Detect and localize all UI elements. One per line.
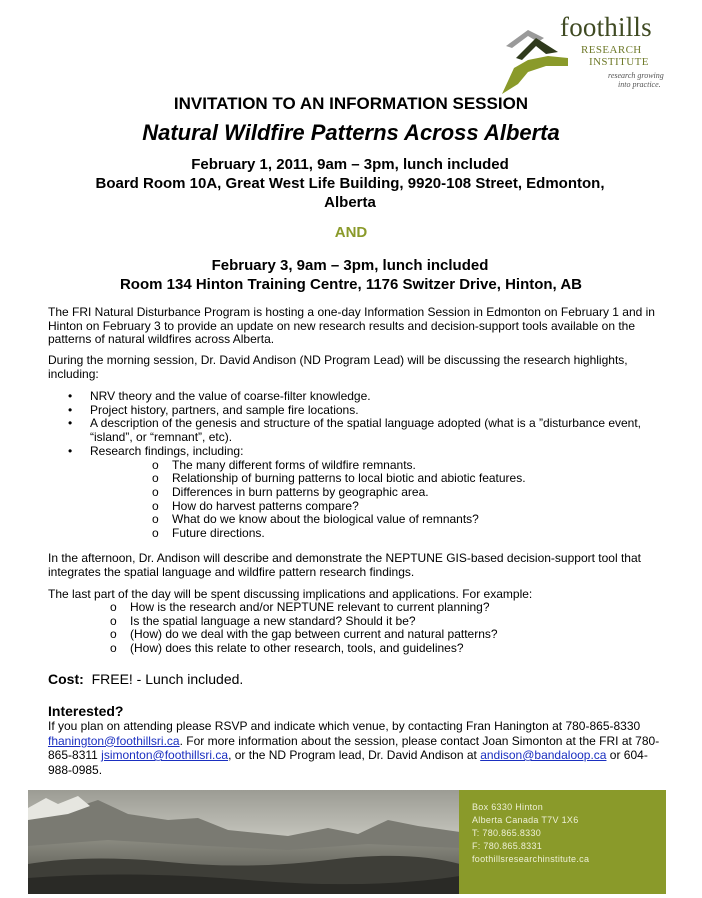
contact-block <box>459 790 666 894</box>
circle-bullet-icon: o <box>152 484 159 499</box>
bullet-icon: • <box>68 443 73 458</box>
session2-venue: Room 134 Hinton Training Centre, 1176 Switzer Drive, Hinton, AB <box>119 276 583 293</box>
list-item: • Project history, partners, and sample fire locations. <box>68 402 359 417</box>
cost-line <box>48 671 243 687</box>
list-item: o Differences in burn patterns by geographic area. <box>152 484 429 499</box>
event-title: Natural Wildfire Patterns Across Alberta <box>142 120 560 145</box>
findings-list <box>90 459 658 541</box>
list-item: o (How) does this relate to other research, tools, and guidelines? <box>110 641 464 656</box>
circle-bullet-icon: o <box>152 457 159 472</box>
list-item: o How is the research and/or NEPTUNE relevant to current planning? <box>110 600 490 614</box>
bullet-icon: • <box>68 416 73 431</box>
list-item: o (How) do we deal with the gap between current and natural patterns? <box>110 627 498 642</box>
session1-venue-line1: Board Room 10A, Great West Life Building, 9920-108 Street, Edmonton, <box>95 175 605 192</box>
contact-address-line1: Box 6330 Hinton <box>472 802 544 812</box>
intro-paragraph: The FRI Natural Disturbance Program is hosting a one-day Information Session in Edmonton on February 1 and in Hinton on February 3 to provide an update on new research results and decision-support tools available on the patterns of natural wildfires across Alberta. <box>48 305 655 347</box>
logo-subline-2: INSTITUTE <box>589 56 649 68</box>
rsvp-paragraph: If you plan on attending please RSVP and indicate which venue, by contacting Fran Hanington at 780-865-8330 fhanington@foothillsri.ca. For more information about the session, please contact Joan Simonton at the FRI at 780-865-8311 jsimonton@foothillsri.ca, or the ND Program lead, Dr. David Andison at andison@bandaloop.ca or 604-988-0985. <box>48 719 660 777</box>
bullet-icon: • <box>68 389 73 403</box>
session1-date: February 1, 2011, 9am – 3pm, lunch included <box>191 156 509 173</box>
email-link-andison[interactable]: andison@bandaloop.ca <box>480 748 607 762</box>
highlights-list <box>48 390 658 541</box>
circle-bullet-icon: o <box>110 627 117 642</box>
logo-tagline-2: into practice. <box>618 80 661 89</box>
circle-bullet-icon: o <box>110 641 117 656</box>
circle-bullet-icon: o <box>152 512 159 527</box>
list-item: o The many different forms of wildfire remnants. <box>152 457 416 472</box>
list-item: o What do we know about the biological value of remnants? <box>152 512 479 527</box>
email-link-fhanington[interactable]: fhanington@foothillsri.ca <box>48 733 180 748</box>
questions-list <box>48 601 658 656</box>
list-item: • A description of the genesis and structure of the spatial language adopted (what is a ”disturbance event, “island”, or “remnant”, etc). <box>68 416 642 445</box>
circle-bullet-icon: o <box>152 526 159 541</box>
list-item: o Is the spatial language a new standard? Should it be? <box>110 613 416 628</box>
contact-address-line2: Alberta Canada T7V 1X6 <box>472 815 579 825</box>
list-item: • NRV theory and the value of coarse-filter knowledge. <box>68 389 371 403</box>
circle-bullet-icon: o <box>152 471 159 486</box>
mountain-logo-icon <box>498 8 568 100</box>
list-item: • Research findings, including: o The many different forms of wildfire remnants. o Relationship of burning patterns to local biotic and abiotic features. o Differences in burn patterns by geographic area. o How do harvest patterns compare? o What do we know about the biological value of remnants? o Future directions. <box>48 445 658 541</box>
bullet-icon: • <box>68 402 73 417</box>
circle-bullet-icon: o <box>110 613 117 628</box>
session1-venue-line2: Alberta <box>324 194 376 211</box>
contact-website[interactable]: foothillsresearchinstitute.ca <box>472 854 590 864</box>
list-item: o Relationship of burning patterns to local biotic and abiotic features. <box>152 471 526 486</box>
circle-bullet-icon: o <box>152 498 159 513</box>
invitation-heading: INVITATION TO AN INFORMATION SESSION <box>173 94 529 113</box>
contact-phone: T: 780.865.8330 <box>472 828 542 838</box>
list-item: o How do harvest patterns compare? <box>152 498 359 513</box>
last-paragraph: The last part of the day will be spent discussing implications and applications. For example: <box>48 587 533 601</box>
interested-heading: Interested? <box>48 703 124 719</box>
session2-date: February 3, 9am – 3pm, lunch included <box>211 257 489 274</box>
cost-label: Cost: <box>48 671 84 687</box>
circle-bullet-icon: o <box>110 600 117 614</box>
logo-wordmark: foothills <box>560 12 652 42</box>
email-link-jsimonton[interactable]: jsimonton@foothillsri.ca <box>101 748 229 762</box>
list-item: o Future directions. <box>152 526 265 541</box>
mountain-landscape-image <box>28 790 460 894</box>
morning-paragraph: During the morning session, Dr. David Andison (ND Program Lead) will be discussing the research highlights, including: <box>48 353 628 381</box>
foothills-logo <box>498 8 698 100</box>
and-separator: AND <box>334 224 368 241</box>
afternoon-paragraph: In the afternoon, Dr. Andison will describe and demonstrate the NEPTUNE GIS-based decision-support tool that integrates the spatial language and wildfire pattern research findings. <box>48 551 641 579</box>
contact-fax: F: 780.865.8331 <box>472 841 543 851</box>
landscape-photo <box>28 790 460 894</box>
logo-subline-1: RESEARCH <box>581 44 642 56</box>
logo-tagline-1: research growing <box>608 71 664 80</box>
cost-value: FREE! - Lunch included. <box>91 671 244 687</box>
